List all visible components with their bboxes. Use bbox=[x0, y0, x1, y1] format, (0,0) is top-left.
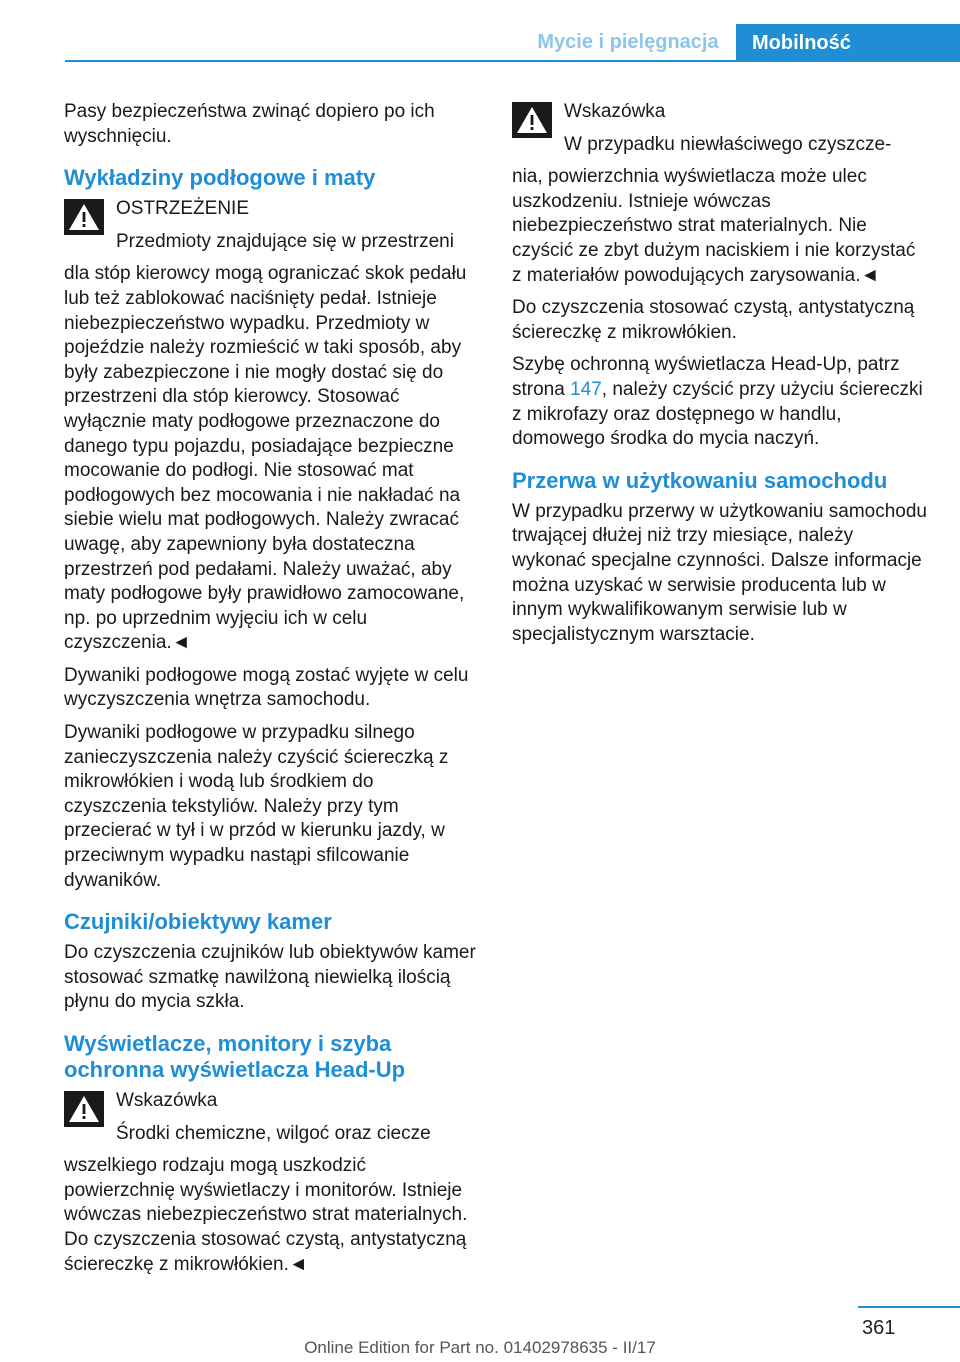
heading-vehicle-break: Przerwa w użytkowaniu samochodu bbox=[512, 467, 888, 493]
page-header bbox=[0, 0, 960, 62]
footer-divider bbox=[858, 1306, 960, 1308]
warning-lead-line: Przedmioty znajdujące się w przestrzeni bbox=[116, 230, 454, 252]
notice-block-cleaning bbox=[512, 100, 928, 288]
warning-triangle-icon bbox=[64, 1091, 104, 1127]
notice-lead-line: Środki chemiczne, wilgoć oraz ciecze bbox=[116, 1122, 431, 1144]
warning-text: dla stóp kierowcy mogą ograniczać skok pedału lub też zablokować naciśnięty pedał. Istnieje niebezpieczeństwo wypadku. Przedmioty w pojeździe należy rozmieścić w taki sposób, aby były zabezpieczone i nie mogły dostać się do przestrzeni dla stóp kierowcy. Stosować wyłącznie maty podłogowe przeznaczone do danego typu pojazdu, posiadające bezpieczne mocowanie do podłogi. Nie stosować mat podłogowych bez mocowania i nie nakładać na siebie wielu mat podłogowych. Należy zwracać uwagę, aby zapewniony była dostateczna przestrzeń pod pedałami. Należy uważać, aby maty podłogowe były prawidłowo zamocowane, np. po uprzednim wyjęciu ich w celu czyszczenia.◄ bbox=[64, 263, 467, 654]
heading-sensors: Czujniki/obiektywy kamer bbox=[64, 909, 332, 935]
page-number: 361 bbox=[862, 1317, 896, 1339]
warning-block-mats bbox=[64, 197, 480, 656]
intro-paragraph: Pasy bezpieczeństwa zwinąć dopiero po ich wyschnięciu. bbox=[64, 101, 435, 147]
notice-text: nia, powierzchnia wyświetlacza może ulec uszkodzeniu. Istnieje wówczas niebezpieczeństwo strat materialnych. Nie czyścić ze zbyt dużym naciskiem i nie korzystać z materiałów powodujących zarysowania.◄ bbox=[512, 166, 916, 286]
notice-title: Wskazówka bbox=[116, 1090, 218, 1111]
mats-paragraph-1: Dywaniki podłogowe mogą zostać wyjęte w celu wyczyszczenia wnętrza samochodu. bbox=[64, 664, 469, 711]
break-paragraph: W przypadku przerwy w użytkowaniu samochodu trwającej dłużej niż trzy miesiące, należy wykonać specjalne czynności. Dalsze informacje można uzyskać w serwisie producenta lub w innym wykwalifikowanym serwisie lub w specjalistycznym warsztacie. bbox=[512, 500, 928, 645]
hud-text-before: Szybę ochronną wyświetlacza Head-Up, patrz strona bbox=[512, 354, 900, 400]
heading-displays: Wyświetlacze, monitory i szyba ochronna wyświetlacza Head-Up bbox=[64, 1031, 406, 1082]
sensors-paragraph: Do czyszczenia czujników lub obiektywów kamer stosować szmatkę nawilżoną niewielką ilością płynu do mycia szkła. bbox=[64, 942, 476, 1013]
section-tab[interactable]: Mycie i pielęgnacja bbox=[537, 31, 719, 53]
hud-paragraph bbox=[512, 353, 928, 451]
warning-triangle-icon bbox=[512, 102, 552, 138]
edition-note: Online Edition for Part no. 01402978635 - II/17 bbox=[304, 1338, 656, 1357]
chapter-tab[interactable]: Mobilność bbox=[736, 24, 960, 62]
notice-block-displays bbox=[64, 1089, 480, 1277]
page-reference-link[interactable]: 147 bbox=[570, 378, 602, 400]
notice-title: Wskazówka bbox=[564, 101, 666, 122]
right-column bbox=[512, 100, 928, 655]
heading-floor-mats: Wykładziny podłogowe i maty bbox=[64, 165, 376, 191]
warning-triangle-icon bbox=[64, 199, 104, 235]
header-divider bbox=[65, 60, 960, 62]
mats-paragraph-2: Dywaniki podłogowe w przypadku silnego zanieczyszczenia należy czyścić ściereczką z mikrowłókien i wodą lub środkiem do czyszczenia tekstyliów. Należy przy tym przecierać w tył i w przód w kierunku jazdy, w przeciwnym wypadku nastąpi sfilcowanie dywaników. bbox=[64, 722, 449, 891]
notice-lead-line: W przypadku niewłaściwego czyszcze- bbox=[564, 133, 892, 155]
notice-text: wszelkiego rodzaju mogą uszkodzić powierzchnię wyświetlaczy i monitorów. Istnieje wówczas niebezpieczeństwo strat materialnych. Do czyszczenia stosować czystą, antystatyczną ściereczkę z mikrowłókien.◄ bbox=[64, 1155, 468, 1275]
hud-text-after: , należy czyścić przy użyciu ściereczki z mikrofazy oraz dostępnego w handlu, domowego środka do mycia naczyń. bbox=[512, 378, 923, 450]
cleaning-paragraph: Do czyszczenia stosować czystą, antystatyczną ściereczkę z mikrowłókien. bbox=[512, 297, 915, 343]
warning-title: OSTRZEŻENIE bbox=[116, 198, 250, 220]
left-column bbox=[64, 100, 480, 1285]
